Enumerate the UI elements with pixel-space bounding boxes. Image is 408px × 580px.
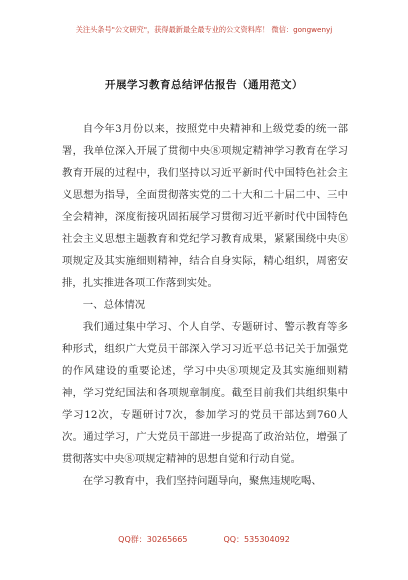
top-banner: 关注头条号"公文研究"，获得最新最全最专业的公文资料库！ 微信：gongwenyj	[75, 25, 333, 34]
paragraph-overview: 我们通过集中学习、个人自学、专题研讨、警示教育等多种形式，组织广大党员干部深入学习习近平总书记关于加强党的作风建设的重要论述，学习中央⑧项规定及其实施细则精神，学习党纪国法和各项规章制度。截至目前我们共组织集中学习12次，专题研讨7次，参加学习的党员干部达到760人次。通过学习，广大党员干部进一步提高了政治站位，增强了贯彻落实中央⑧项规定精神的思想自觉和行动自觉。	[62, 321, 348, 465]
document-title: 开展学习教育总结评估报告（通用范文）	[105, 79, 303, 91]
footer-qq-number: QQ：535304092	[223, 535, 290, 544]
paragraph-problem-oriented: 在学习教育中，我们坚持问题导向，聚焦违规吃喝、	[82, 475, 322, 487]
page-footer	[0, 534, 408, 545]
footer-qq-group: QQ群：30265665	[118, 535, 188, 544]
section-heading-overview: 一、总体情况	[82, 299, 146, 311]
paragraph-intro: 自今年3月份以来，按照党中央精神和上级党委的统一部署，我单位深入开展了贯彻中央⑧项规定精神学习教育在学习教育开展的过程中，我们坚持以习近平新时代中国特色社会主义思想为指导，全面贯彻落实党的二十大和二十届二中、三中全会精神，深度衔接巩固拓展学习贯彻习近平新时代中国特色社会主义思想主题教育和党纪学习教育成果，紧紧围绕中央⑧项规定及其实施细则精神，结合自身实际，精心组织，周密安排，扎实推进各项工作落到实处。	[62, 123, 348, 289]
document-body	[62, 118, 348, 492]
